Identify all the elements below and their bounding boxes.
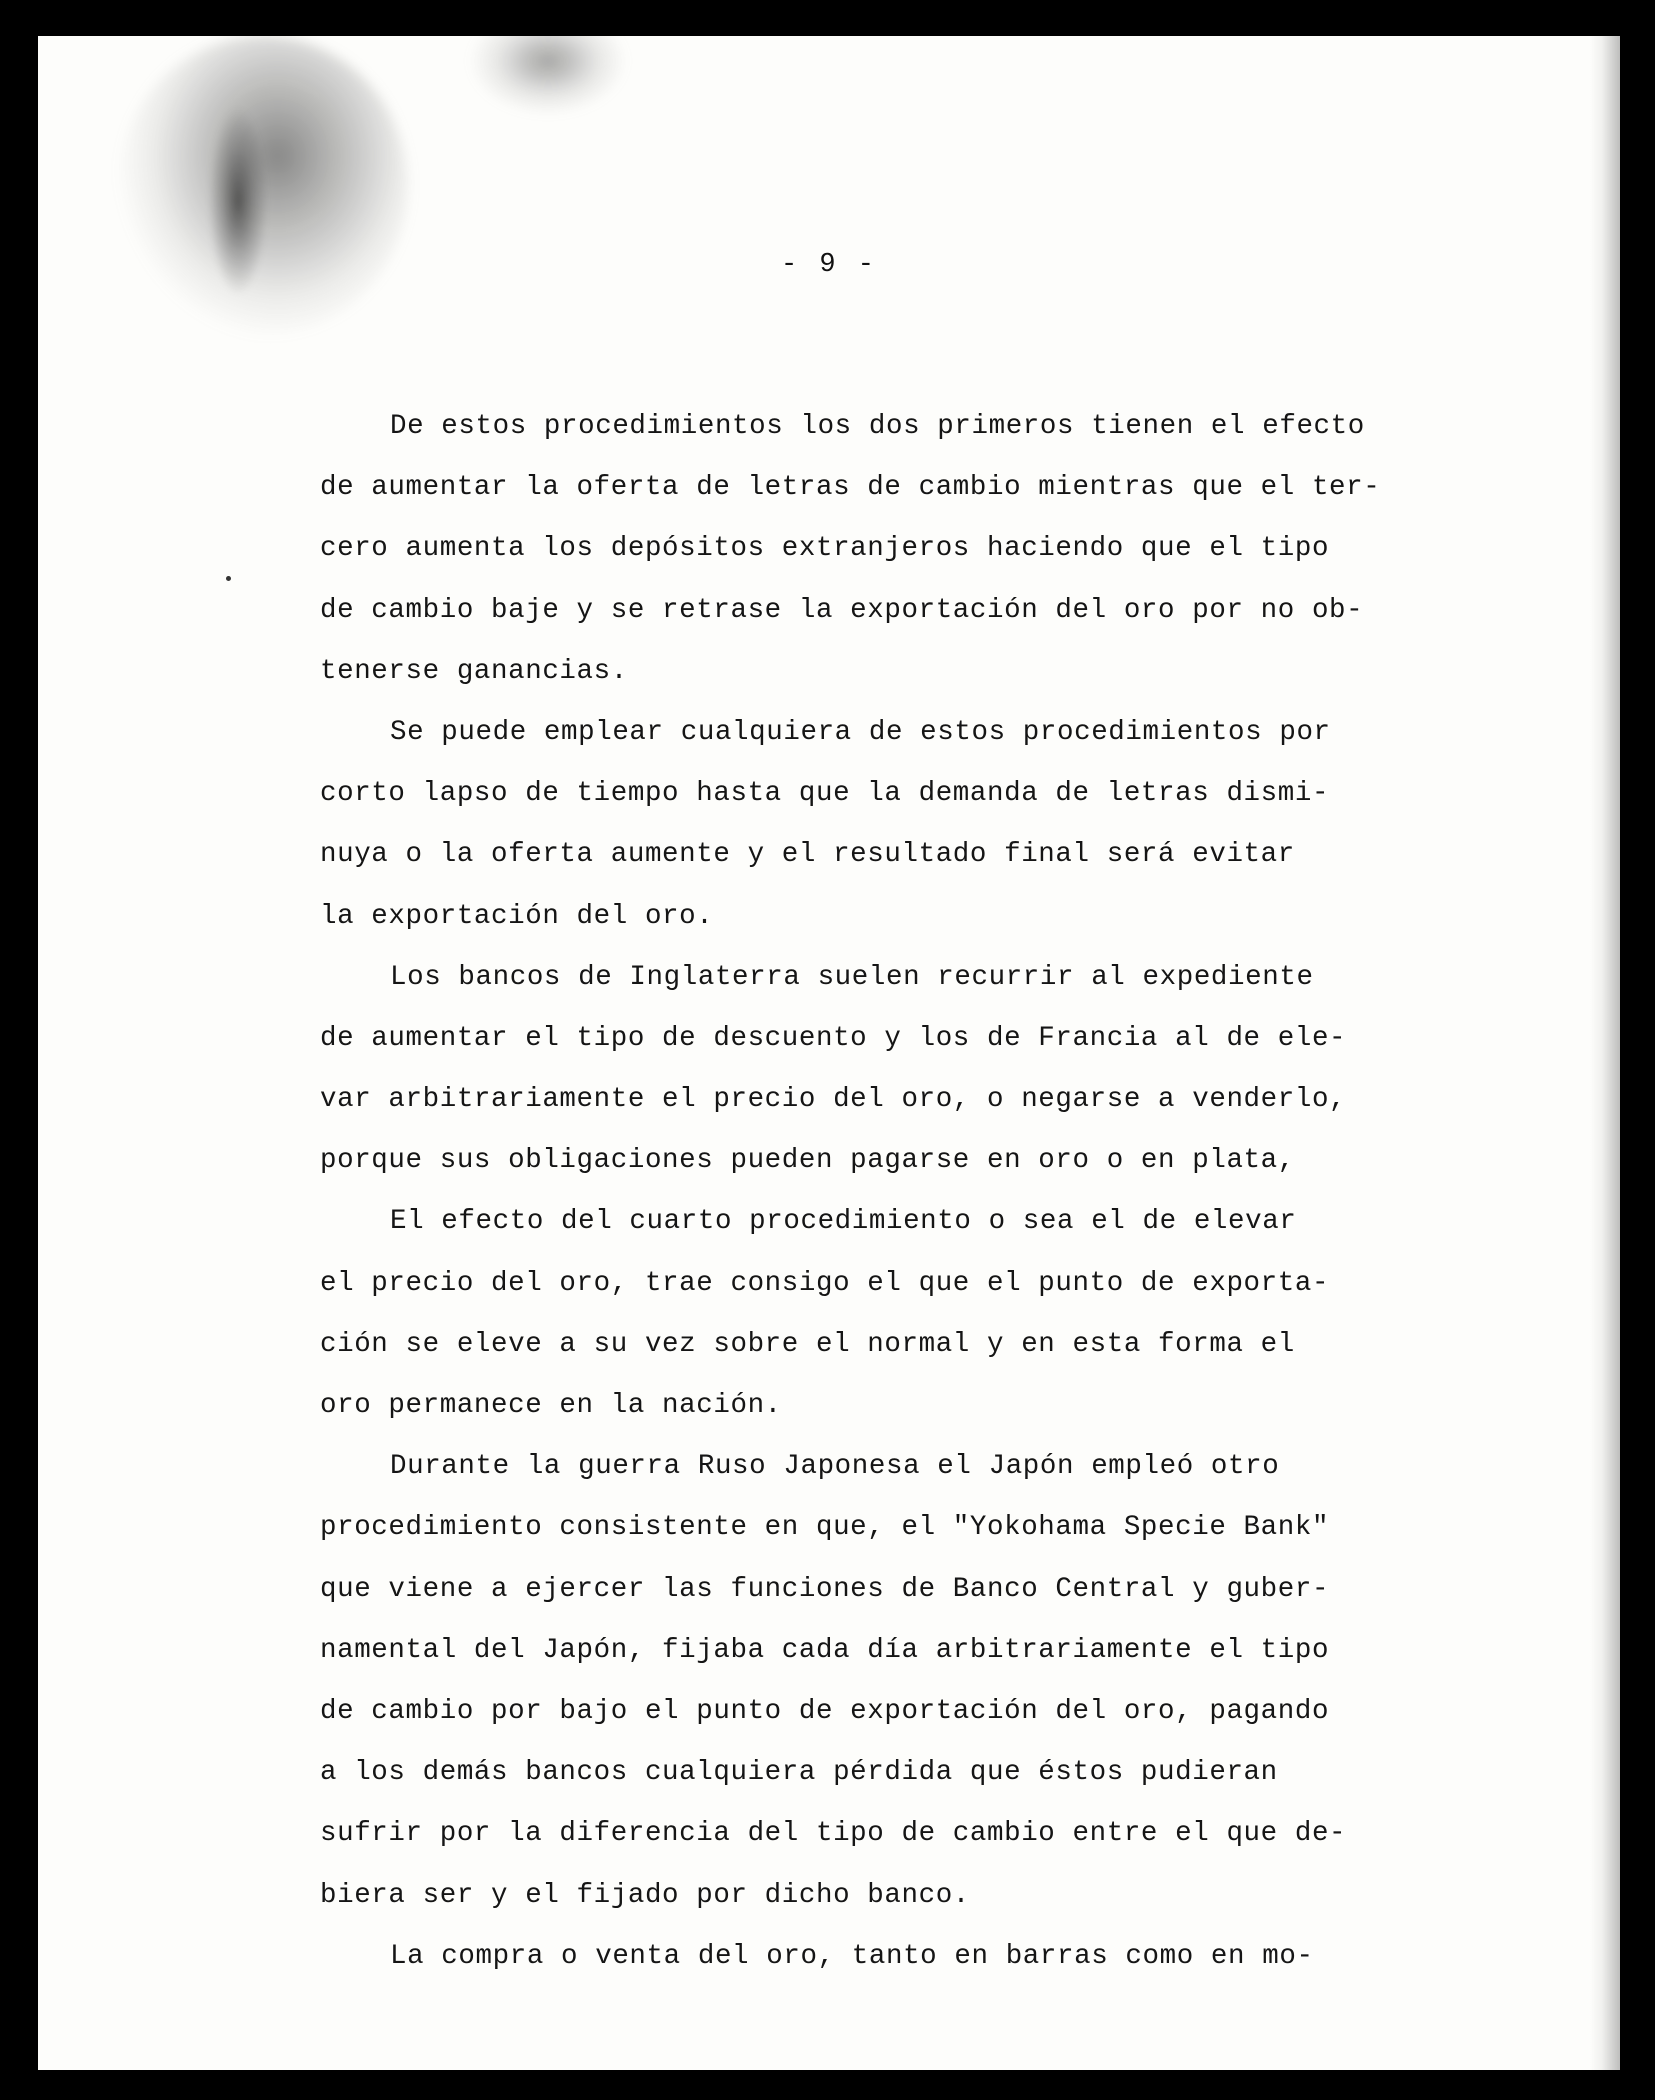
text-line: nuya o la oferta aumente y el resultado final será evitar	[320, 839, 1295, 871]
text-line: de cambio baje y se retrase la exportación del oro por no ob-	[320, 594, 1364, 626]
text-line: Los bancos de Inglaterra suelen recurrir al expediente	[390, 961, 1314, 993]
text-line: el precio del oro, trae consigo el que el punto de exporta-	[320, 1267, 1330, 1299]
page-edge-shadow	[1590, 36, 1620, 2070]
text-line: corto lapso de tiempo hasta que la demanda de letras dismi-	[320, 778, 1330, 810]
text-line: que viene a ejercer las funciones de Banco Central y guber-	[320, 1573, 1330, 1605]
text-line: namental del Japón, fijaba cada día arbitrariamente el tipo	[320, 1634, 1330, 1666]
text-line: de aumentar la oferta de letras de cambio mientras que el ter-	[320, 472, 1381, 504]
text-line: sufrir por la diferencia del tipo de cambio entre el que de-	[320, 1818, 1347, 1850]
text-line: porque sus obligaciones pueden pagarse en oro o en plata,	[320, 1145, 1295, 1177]
text-line: de aumentar el tipo de descuento y los de Francia al de ele-	[320, 1022, 1347, 1054]
text-line: De estos procedimientos los dos primeros tienen el efecto	[390, 411, 1365, 442]
text-line: Se puede emplear cualquiera de estos procedimientos por	[390, 716, 1331, 748]
text-line: ción se eleve a su vez sobre el normal y en esta forma el	[320, 1328, 1295, 1360]
text-line: procedimiento consistente en que, el "Yokohama Specie Bank"	[320, 1512, 1330, 1544]
text-line: El efecto del cuarto procedimiento o sea el de elevar	[390, 1206, 1297, 1238]
text-line: cero aumenta los depósitos extranjeros haciendo que el tipo	[320, 533, 1330, 565]
text-line: oro permanece en la nación.	[320, 1390, 782, 1421]
body-text	[320, 396, 1490, 1987]
ink-smudge	[118, 36, 408, 336]
text-line: tenerse ganancias.	[320, 655, 628, 687]
text-line: de cambio por bajo el punto de exportación del oro, pagando	[320, 1695, 1330, 1727]
text-line: biera ser y el fijado por dicho banco.	[320, 1879, 970, 1911]
text-line: var arbitrariamente el precio del oro, o negarse a venderlo,	[320, 1084, 1347, 1116]
margin-mark	[226, 576, 231, 581]
ink-smudge	[468, 36, 628, 116]
text-line: Durante la guerra Ruso Japonesa el Japón empleó otro	[390, 1451, 1280, 1483]
document-page	[38, 36, 1620, 2070]
text-line: La compra o venta del oro, tanto en barras como en mo-	[390, 1940, 1314, 1972]
text-line: la exportación del oro.	[320, 900, 714, 932]
page-number: - 9 -	[780, 250, 877, 280]
text-line: a los demás bancos cualquiera pérdida que éstos pudieran	[320, 1757, 1278, 1789]
